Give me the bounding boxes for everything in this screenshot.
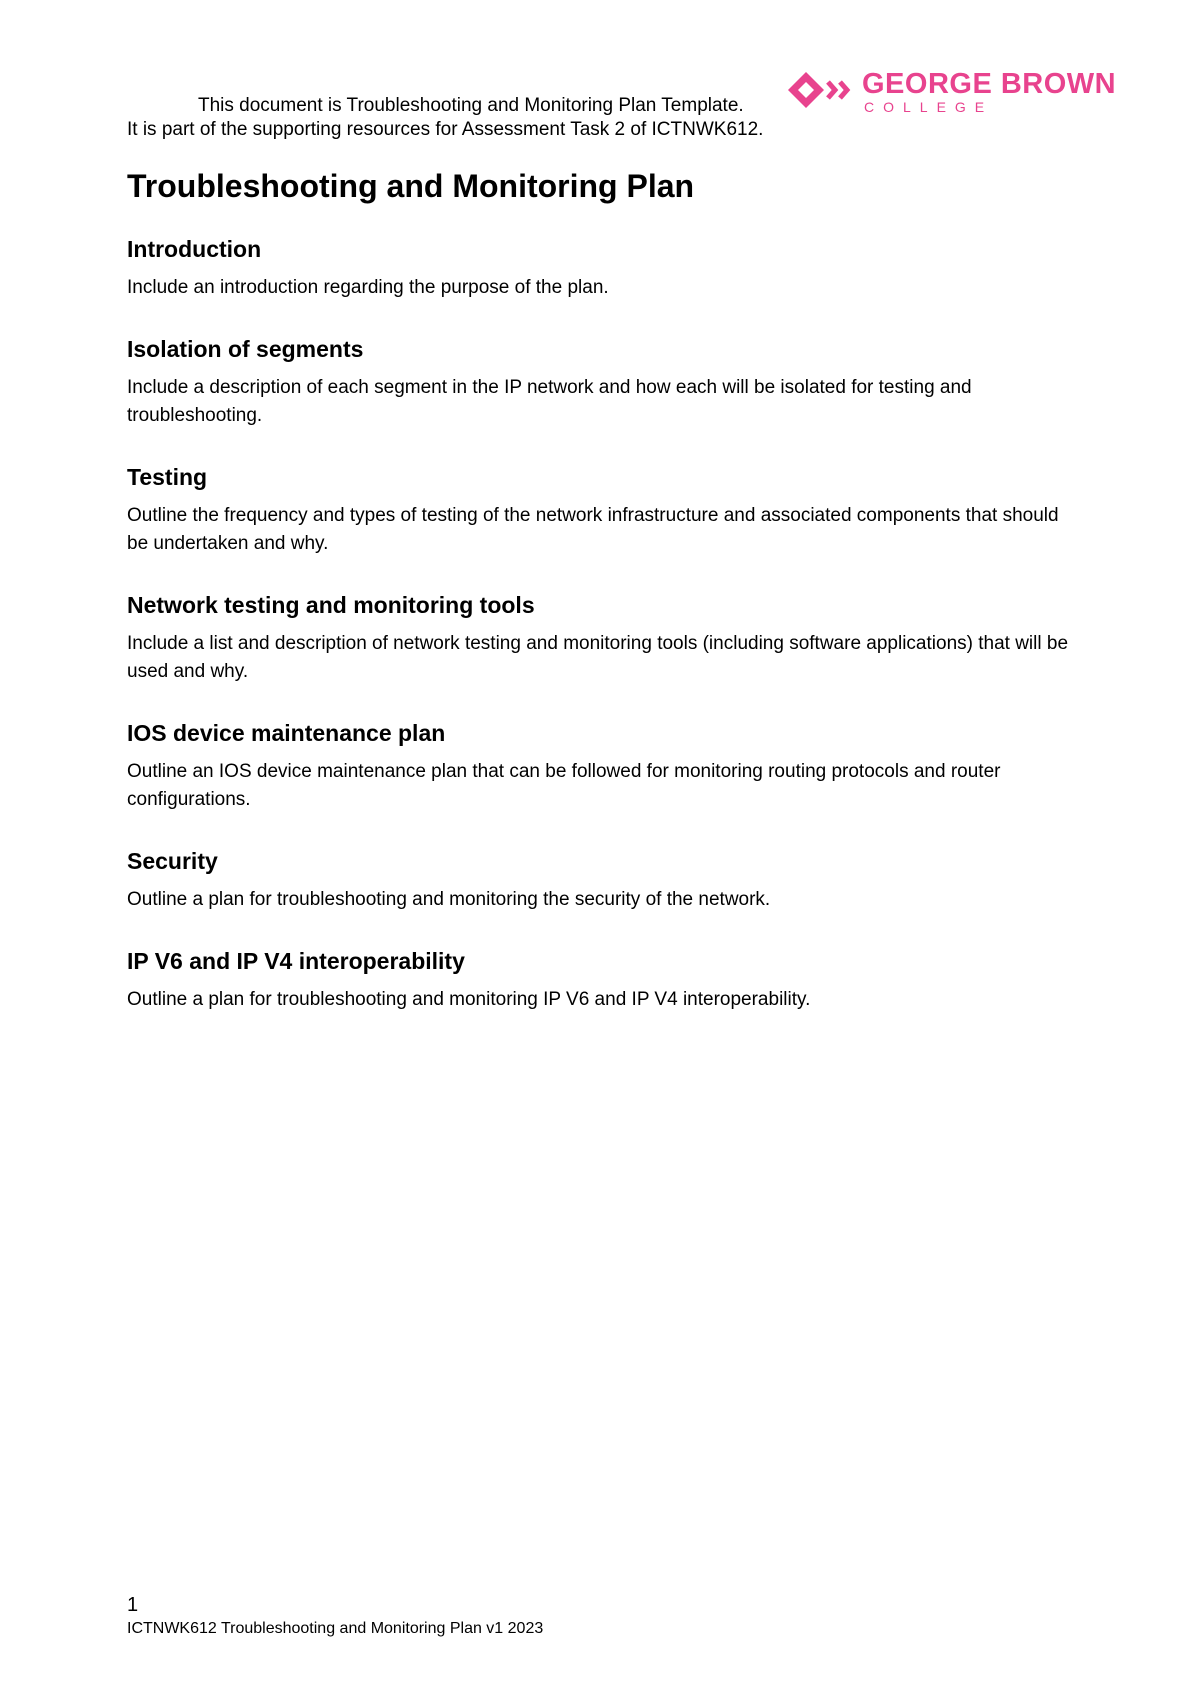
section-heading: Testing — [127, 464, 208, 490]
section-heading: Introduction — [127, 236, 262, 262]
footer-text: ICTNWK612 Troubleshooting and Monitoring Plan v1 2023 — [127, 1620, 544, 1637]
section-body: Outline the frequency and types of testing of the network infrastructure and associated components that should be undertaken and why. — [127, 505, 1059, 554]
logo-word-george-brown: GEORGE BROWN — [862, 68, 1117, 100]
section-body: Include a description of each segment in the IP network and how each will be isolated for testing and troubleshooting. — [127, 377, 972, 426]
section-introduction — [127, 234, 1082, 302]
document-content — [127, 166, 1082, 1046]
section-heading: IOS device maintenance plan — [127, 720, 446, 746]
section-ipv6-ipv4-interoperability — [127, 946, 1082, 1014]
section-body: Outline an IOS device maintenance plan that can be followed for monitoring routing protocols and router configurations. — [127, 761, 1001, 810]
intro-line-2: It is part of the supporting resources for Assessment Task 2 of ICTNWK612. — [127, 119, 764, 140]
section-heading: Isolation of segments — [127, 336, 364, 362]
section-ios-maintenance-plan — [127, 718, 1082, 814]
george-brown-college-logo — [786, 68, 1117, 118]
logo-mark-icon — [786, 70, 862, 110]
section-heading: IP V6 and IP V4 interoperability — [127, 948, 465, 974]
section-body: Outline a plan for troubleshooting and monitoring the security of the network. — [127, 889, 771, 910]
section-body: Include a list and description of network testing and monitoring tools (including software applications) that will be used and why. — [127, 633, 1069, 682]
intro-line-1: This document is Troubleshooting and Monitoring Plan Template. — [198, 95, 744, 116]
section-heading: Security — [127, 848, 218, 874]
page-number: 1 — [127, 1594, 139, 1616]
section-heading: Network testing and monitoring tools — [127, 592, 535, 618]
section-network-testing-tools — [127, 590, 1082, 686]
section-testing — [127, 462, 1082, 558]
section-security — [127, 846, 1082, 914]
section-isolation-of-segments — [127, 334, 1082, 430]
section-body: Include an introduction regarding the purpose of the plan. — [127, 277, 609, 298]
logo-word-college: COLLEGE — [864, 99, 994, 115]
section-body: Outline a plan for troubleshooting and monitoring IP V6 and IP V4 interoperability. — [127, 989, 811, 1010]
document-title: Troubleshooting and Monitoring Plan — [127, 168, 695, 204]
